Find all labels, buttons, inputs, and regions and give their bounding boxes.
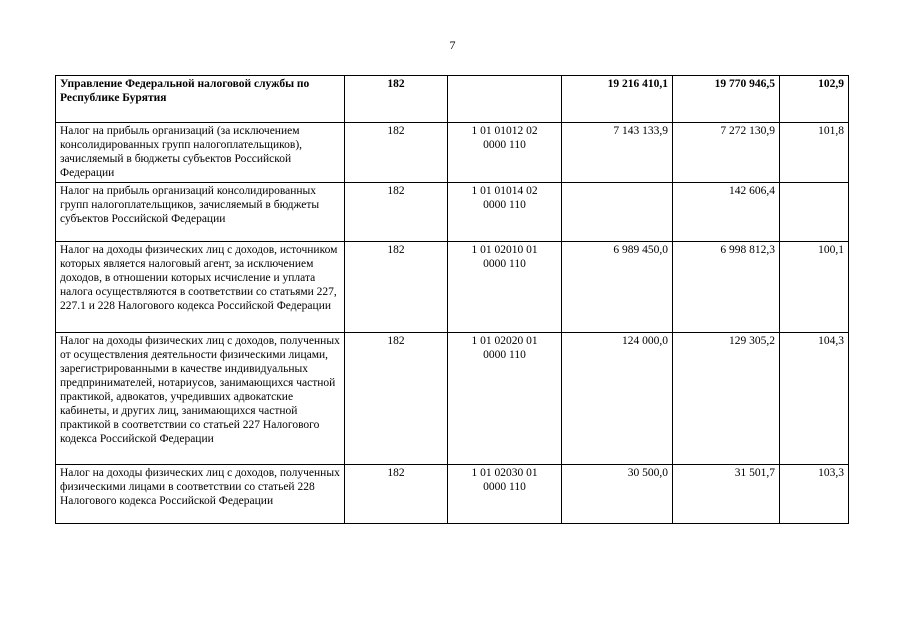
- table-row: [56, 465, 849, 524]
- row-kbk-line-2: 0000 110: [483, 258, 526, 270]
- row-name: Налог на доходы физических лиц с доходов, полученных физическими лицами в соответствии со статьей 228 Налогового кодекса Российской Федерации: [56, 465, 345, 524]
- row-percent: [780, 183, 849, 242]
- row-kbk: [448, 465, 562, 524]
- row-kbk: [448, 183, 562, 242]
- row-kbk: [448, 333, 562, 465]
- row-kbk-line-2: 0000 110: [483, 349, 526, 361]
- row-name: Налог на прибыль организаций (за исключением консолидированных групп налогоплательщиков), зачисляемый в бюджеты субъектов Российской Федерации: [56, 123, 345, 183]
- row-plan: 124 000,0: [562, 333, 673, 465]
- row-plan: 6 989 450,0: [562, 242, 673, 333]
- row-admin-code: 182: [345, 465, 448, 524]
- row-name: Налог на доходы физических лиц с доходов, полученных от осуществления деятельности физическими лицами, зарегистрированными в качестве индивидуальных предпринимателей, нотариусов, занимающихся частной практикой, адвокатов, учредивших адвокатские кабинеты, и других лиц, занимающихся частной практикой в соответствии со статьей 227 Налогового кодекса Российской Федерации: [56, 333, 345, 465]
- row-admin-code: 182: [345, 242, 448, 333]
- header-percent: 102,9: [780, 76, 849, 123]
- row-plan: 7 143 133,9: [562, 123, 673, 183]
- row-actual: 142 606,4: [673, 183, 780, 242]
- budget-table: [55, 75, 849, 524]
- row-kbk-line-1: 1 01 01014 02: [471, 185, 538, 197]
- row-kbk-line-1: 1 01 02010 01: [471, 244, 538, 256]
- header-agency-name: Управление Федеральной налоговой службы по Республике Бурятия: [56, 76, 345, 123]
- row-actual: 6 998 812,3: [673, 242, 780, 333]
- table-row: [56, 123, 849, 183]
- row-actual: 31 501,7: [673, 465, 780, 524]
- row-kbk-line-2: 0000 110: [483, 139, 526, 151]
- table-row: [56, 183, 849, 242]
- row-plan: [562, 183, 673, 242]
- page-number: 7: [449, 38, 456, 52]
- header-actual: 19 770 946,5: [673, 76, 780, 123]
- header-admin-code: 182: [345, 76, 448, 123]
- row-admin-code: 182: [345, 333, 448, 465]
- table-header-row: [56, 76, 849, 123]
- row-plan: 30 500,0: [562, 465, 673, 524]
- row-kbk-line-1: 1 01 01012 02: [471, 125, 538, 137]
- row-admin-code: 182: [345, 123, 448, 183]
- row-kbk: [448, 242, 562, 333]
- row-kbk-line-1: 1 01 02030 01: [471, 467, 538, 479]
- row-kbk-line-1: 1 01 02020 01: [471, 335, 538, 347]
- header-kbk: [448, 76, 562, 123]
- row-kbk-line-2: 0000 110: [483, 199, 526, 211]
- row-actual: 129 305,2: [673, 333, 780, 465]
- header-plan: 19 216 410,1: [562, 76, 673, 123]
- row-percent: 103,3: [780, 465, 849, 524]
- row-percent: 104,3: [780, 333, 849, 465]
- row-actual: 7 272 130,9: [673, 123, 780, 183]
- row-percent: 101,8: [780, 123, 849, 183]
- table-row: [56, 242, 849, 333]
- table-row: [56, 333, 849, 465]
- row-name: Налог на доходы физических лиц с доходов, источником которых является налоговый агент, за исключением доходов, в отношении которых исчисление и уплата налога осуществляются в соответствии со статьями 227, 227.1 и 228 Налогового кодекса Российской Федерации: [56, 242, 345, 333]
- row-percent: 100,1: [780, 242, 849, 333]
- row-kbk: [448, 123, 562, 183]
- row-kbk-line-2: 0000 110: [483, 481, 526, 493]
- row-name: Налог на прибыль организаций консолидированных групп налогоплательщиков, зачисляемый в бюджеты субъектов Российской Федерации: [56, 183, 345, 242]
- row-admin-code: 182: [345, 183, 448, 242]
